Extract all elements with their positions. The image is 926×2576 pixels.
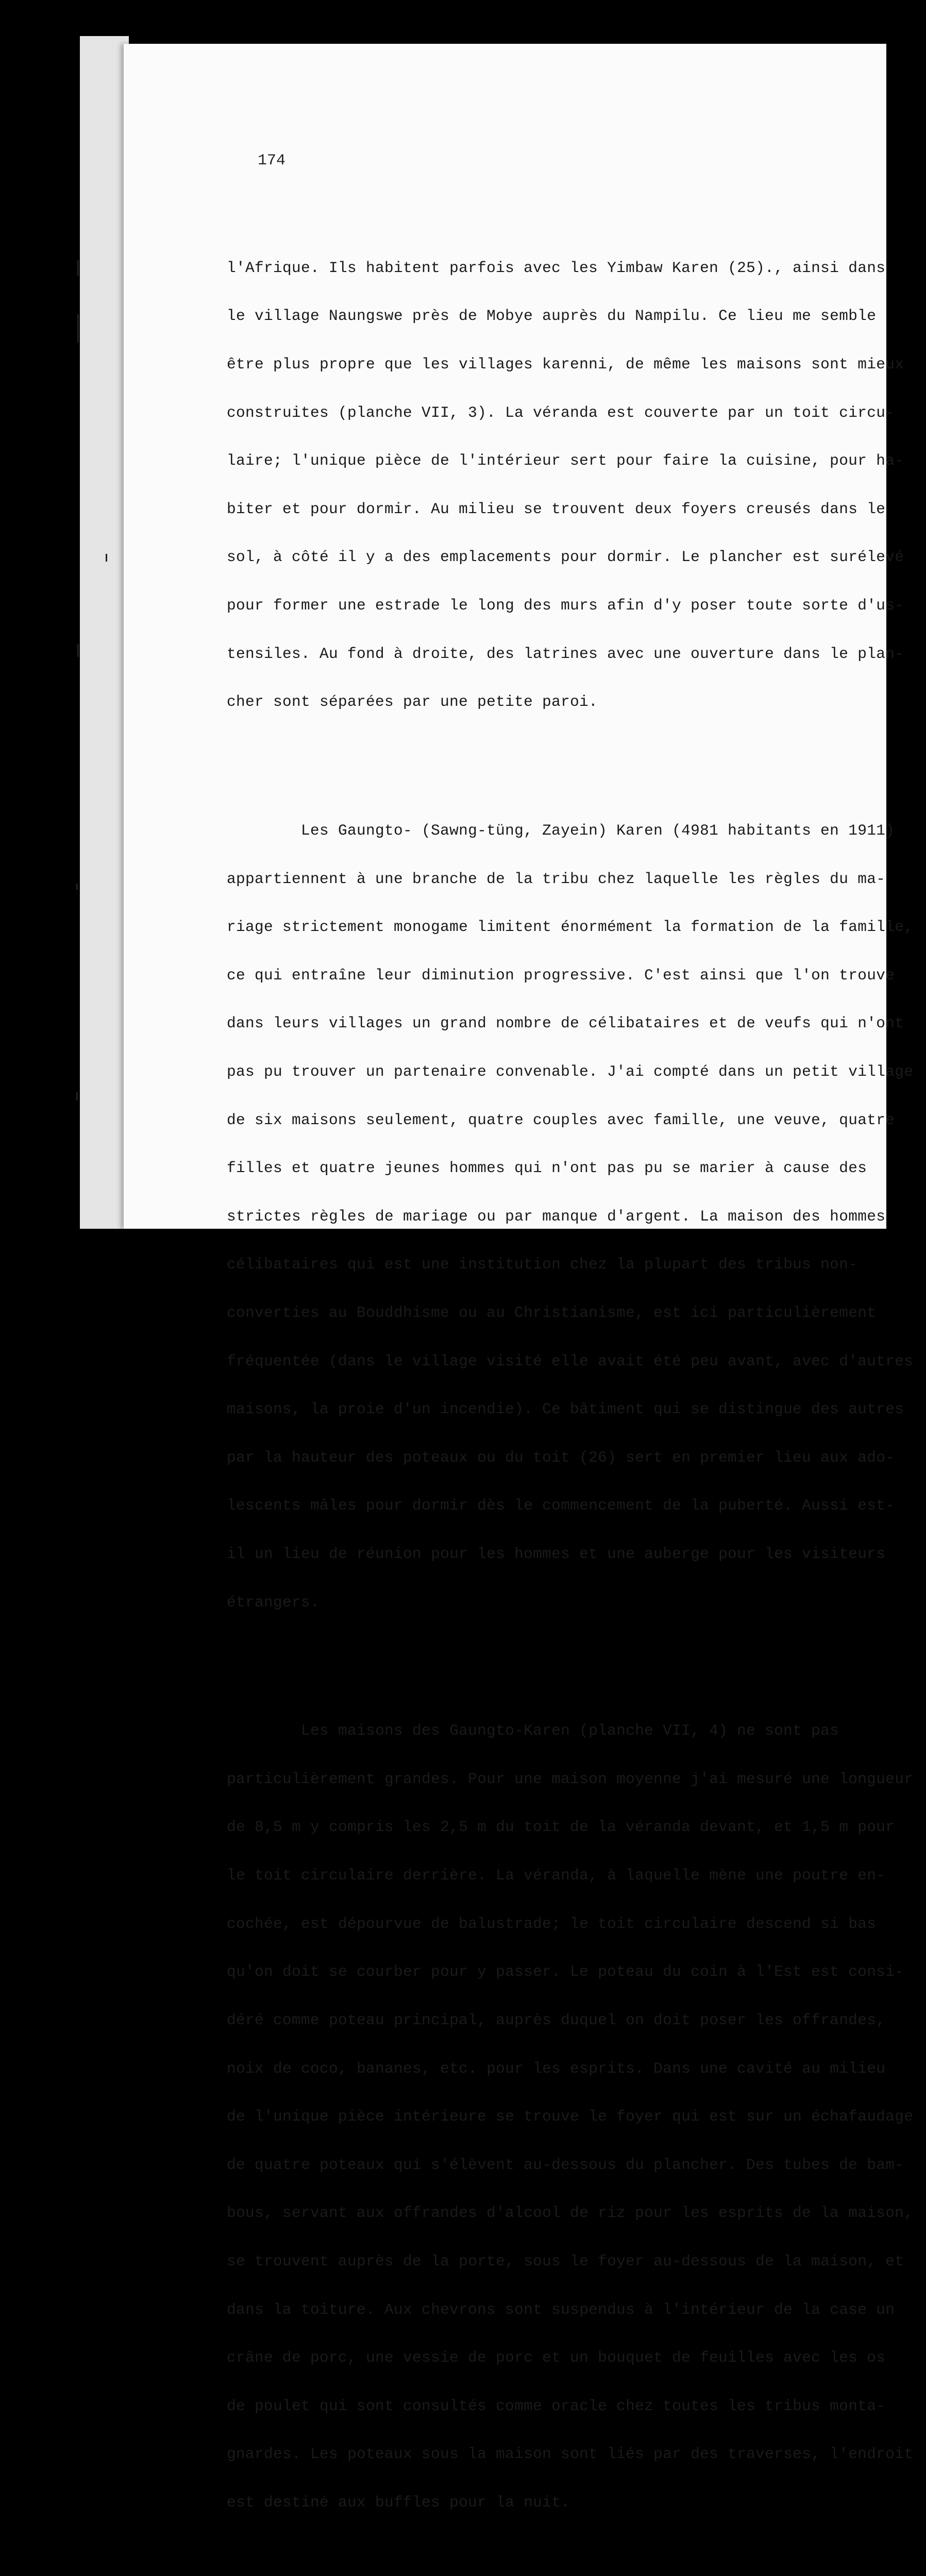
margin-mark [77, 314, 79, 343]
text-line: célibataires qui est une institution chez la plupart des tribus non- [227, 1256, 858, 1274]
text-line: gnardes. Les poteaux sous la maison sont liés par des traverses, l'endroit [227, 2445, 914, 2463]
paragraph [227, 228, 904, 742]
text-line: le toit circulaire derrière. La véranda, à laquelle mène une poutre en- [227, 1867, 886, 1885]
margin-mark [76, 884, 78, 890]
text-line: lescents mâles pour dormir dès le commencement de la puberté. Aussi est- [227, 1497, 895, 1515]
page-stack-edge [80, 36, 129, 1229]
text-line: est destiné aux buffles pour la nuit. [227, 2494, 570, 2512]
text-line: ce qui entraîne leur diminution progressive. C'est ainsi que l'on trouve [227, 966, 895, 984]
text-line: maisons, la proie d'un incendie). Ce bâtiment qui se distingue des autres [227, 1400, 904, 1418]
text-line: qu'on doit se courber pour y passer. Le poteau du coin à l'Est est consi- [227, 1963, 904, 1981]
text-line: Les Gaungto- (Sawng-tüng, Zayein) Karen (4981 habitants en 1911) [227, 821, 895, 839]
text-line: pour former une estrade le long des murs afin d'y poser toute sorte d'us- [227, 597, 904, 615]
text-line: biter et pour dormir. Au milieu se trouvent deux foyers creusés dans le [227, 500, 886, 518]
text-line: bous, servant aux offrandes d'alcool de riz pour les esprits de la maison, [227, 2204, 914, 2222]
text-line: étrangers. [227, 1593, 320, 1611]
text-line: cochée, est dépourvue de balustrade; le toit circulaire descend si bas [227, 1914, 877, 1933]
text-line: cher sont séparées par une petite paroi. [227, 693, 598, 711]
text-line: de six maisons seulement, quatre couples avec famille, une veuve, quatre [227, 1111, 895, 1129]
text-line: appartiennent à une branche de la tribu chez laquelle les règles du ma- [227, 870, 886, 888]
text-line: l'Afrique. Ils habitent parfois avec les Yimbaw Karen (25)., ainsi dans [227, 259, 886, 277]
margin-mark [77, 260, 79, 276]
text-line: converties au Bouddhisme ou au Christianisme, est ici particulièrement [227, 1304, 877, 1321]
paragraph [227, 791, 914, 1643]
text-line: pas pu trouver un partenaire convenable. J'ai compté dans un petit village [227, 1062, 914, 1080]
paragraph [227, 1691, 914, 2543]
page-number: 174 [258, 152, 286, 170]
margin-mark [77, 644, 79, 657]
text-line: construites (planche VII, 3). La véranda est couverte par un toit circu- [227, 403, 895, 421]
text-line: être plus propre que les villages karenni, de même les maisons sont mieux [227, 355, 904, 374]
text-line: dans la toiture. Aux chevrons sont suspendus à l'intérieur de la case un [227, 2300, 895, 2318]
text-line: Les maisons des Gaungto-Karen (planche VII, 4) ne sont pas [227, 1722, 839, 1740]
text-line: le village Naungswe près de Mobye auprès du Nampilu. Ce lieu me semble [227, 307, 877, 325]
text-line: riage strictement monogame limitent énormément la formation de la famille, [227, 918, 914, 936]
text-line: de poulet qui sont consultés comme oracle chez toutes les tribus monta- [227, 2397, 886, 2415]
text-line: filles et quatre jeunes hommes qui n'ont pas pu se marier à cause des [227, 1159, 867, 1177]
text-line: strictes règles de mariage ou par manque d'argent. La maison des hommes [227, 1207, 886, 1225]
text-line: crâne de porc, une vessie de porc et un bouquet de feuilles avec les os [227, 2349, 886, 2367]
text-line: tensiles. Au fond à droite, des latrines avec une ouverture dans le plan- [227, 645, 904, 663]
text-line: de quatre poteaux qui s'élèvent au-dessous du plancher. Des tubes de bam- [227, 2156, 904, 2174]
text-line: de 8,5 m y compris les 2,5 m du toit de la véranda devant, et 1,5 m pour [227, 1818, 895, 1836]
text-line: fréquentée (dans le village visité elle avait été peu avant, avec d'autres [227, 1352, 914, 1370]
text-line: se trouvent auprès de la porte, sous le foyer au-dessous de la maison, et [227, 2252, 904, 2270]
text-line: déré comme poteau principal, auprès duquel on doit poser les offrandes, [227, 2011, 886, 2029]
text-line: par la hauteur des poteaux ou du toit (26) sert en premier lieu aux ado- [227, 1448, 895, 1466]
text-line: sol, à côté il y a des emplacements pour dormir. Le plancher est surélevé [227, 548, 904, 566]
text-line: il un lieu de réunion pour les hommes et une auberge pour les visiteurs [227, 1545, 886, 1563]
text-line: laire; l'unique pièce de l'intérieur sert pour faire la cuisine, pour ha- [227, 452, 904, 470]
text-line: noix de coco, bananes, etc. pour les esprits. Dans une cavité au milieu [227, 2059, 886, 2077]
text-line: dans leurs villages un grand nombre de célibataires et de veufs qui n'ont [227, 1014, 904, 1032]
text-line: de l'unique pièce intérieure se trouve le foyer qui est sur un échafaudage [227, 2108, 914, 2126]
margin-mark [76, 1092, 78, 1100]
text-line: particulièrement grandes. Pour une maison moyenne j'ai mesuré une longueur [227, 1770, 914, 1788]
margin-mark [106, 554, 107, 562]
body-text [227, 196, 914, 2576]
